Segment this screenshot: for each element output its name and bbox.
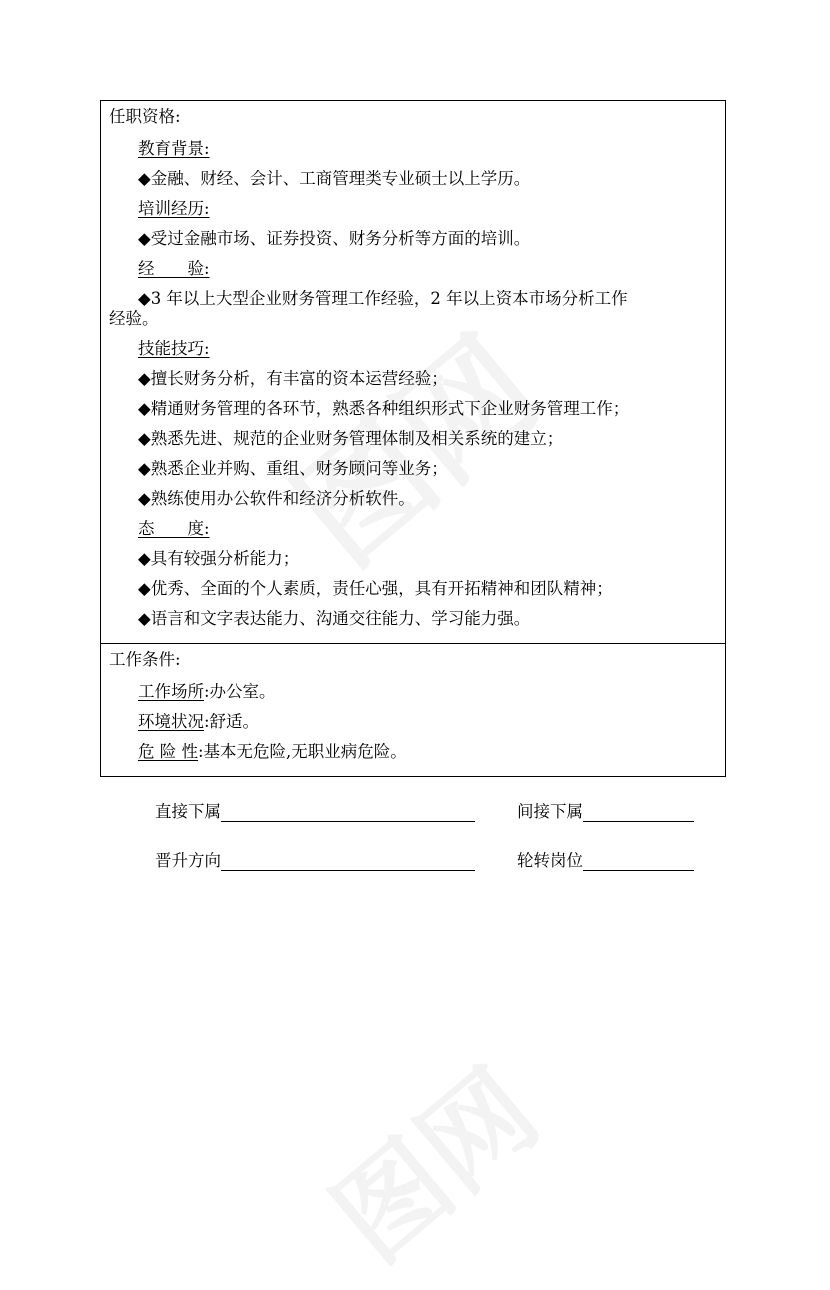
rotation-row: [517, 851, 694, 871]
qualifications-section: [101, 101, 725, 643]
danger-row: [109, 738, 717, 768]
education-item: ◆金融、财经、会计、工商管理类专业硕士以上学历。: [138, 169, 531, 188]
promotion-blank[interactable]: [221, 852, 475, 871]
promotion-label: 晋升方向: [155, 851, 221, 870]
attitude-item: ◆具有较强分析能力；: [138, 549, 300, 568]
danger-label: 危 险 性: [138, 742, 198, 761]
indirect-subordinate-label: 间接下属: [517, 802, 583, 821]
direct-subordinate-row: [155, 802, 475, 822]
environment-label: 环境状况: [138, 712, 204, 731]
workplace-label: 工作场所: [138, 682, 204, 701]
training-item: ◆受过金融市场、证券投资、财务分析等方面的培训。: [138, 229, 531, 248]
workplace-value: :办公室。: [204, 682, 276, 701]
danger-value: :基本无危险,无职业病危险。: [198, 742, 407, 761]
experience-item-line1: ◆3 年以上大型企业财务管理工作经验，2 年以上资本市场分析工作: [138, 289, 628, 308]
rotation-label: 轮转岗位: [517, 851, 583, 870]
watermark: [295, 1028, 565, 1290]
attitude-item: ◆语言和文字表达能力、沟通交往能力、学习能力强。: [138, 609, 531, 628]
qualifications-title: 任职资格:: [109, 107, 181, 126]
indirect-subordinate-blank[interactable]: [583, 803, 694, 822]
job-description-table: [100, 100, 726, 777]
promotion-row: [155, 851, 475, 871]
education-label: 教育背景:: [138, 139, 210, 158]
direct-subordinate-blank[interactable]: [221, 803, 475, 822]
experience-label: 经 验:: [138, 259, 210, 278]
skills-label: 技能技巧:: [138, 339, 210, 358]
skills-item: ◆熟悉先进、规范的企业财务管理体制及相关系统的建立；: [138, 429, 564, 448]
experience-item-line2: 经验。: [109, 309, 159, 328]
environment-row: [109, 708, 717, 738]
attitude-item: ◆优秀、全面的个人素质，责任心强，具有开拓精神和团队精神；: [138, 579, 613, 598]
skills-item: ◆熟练使用办公软件和经济分析软件。: [138, 489, 415, 508]
indirect-subordinate-row: [517, 802, 694, 822]
attitude-label: 态 度:: [138, 519, 210, 538]
skills-item: ◆熟悉企业并购、重组、财务顾问等业务；: [138, 459, 448, 478]
training-label: 培训经历:: [138, 199, 210, 218]
skills-item: ◆擅长财务分析，有丰富的资本运营经验；: [138, 369, 448, 388]
direct-subordinate-label: 直接下属: [155, 802, 221, 821]
environment-value: :舒适。: [204, 712, 260, 731]
skills-item: ◆精通财务管理的各环节，熟悉各种组织形式下企业财务管理工作；: [138, 399, 630, 418]
conditions-section: [101, 643, 725, 776]
workplace-row: [109, 678, 717, 708]
rotation-blank[interactable]: [583, 852, 694, 871]
conditions-title: 工作条件:: [109, 650, 181, 669]
